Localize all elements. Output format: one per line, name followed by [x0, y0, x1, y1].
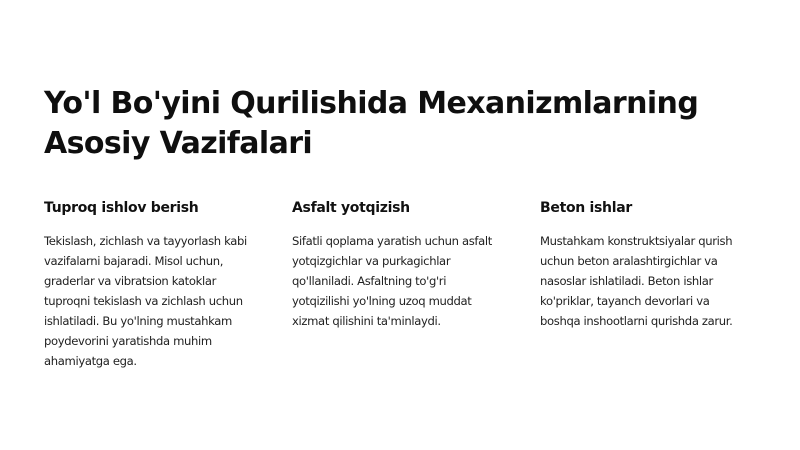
column-text: Tekislash, zichlash va tayyorlash kabi vazifalarni bajaradi. Misol uchun, graderlar va vibratsion katoklar tuproqni tekislash va zichlash uchun ishlatiladi. Bu yo'lning mustahkam poydevorini yaratishda muhim ahamiyatga ega. — [44, 234, 247, 368]
column-heading: Asfalt yotqizish — [292, 200, 410, 216]
column-heading: Beton ishlar — [540, 200, 632, 216]
column-concrete-work — [540, 199, 788, 371]
column-text: Mustahkam konstruktsiyalar qurish uchun beton aralashtirgichlar va nasoslar ishlatiladi. Beton ishlar ko'priklar, tayanch devorlari va boshqa inshootlarni qurishda zarur. — [540, 234, 733, 328]
column-heading: Tuproq ishlov berish — [44, 200, 199, 216]
column-text: Sifatli qoplama yaratish uchun asfalt yotqizgichlar va purkagichlar qo'llaniladi. Asfaltning to'g'ri yotqizilishi yo'lning uzoq muddat xizmat qilishini ta'minlaydi. — [292, 234, 492, 328]
column-asphalt-paving — [292, 199, 540, 371]
column-soil-work — [44, 199, 292, 371]
page-title: Yo'l Bo'yini Qurilishida Mexanizmlarning Asosiy Vazifalari — [44, 86, 699, 161]
columns — [44, 199, 756, 371]
